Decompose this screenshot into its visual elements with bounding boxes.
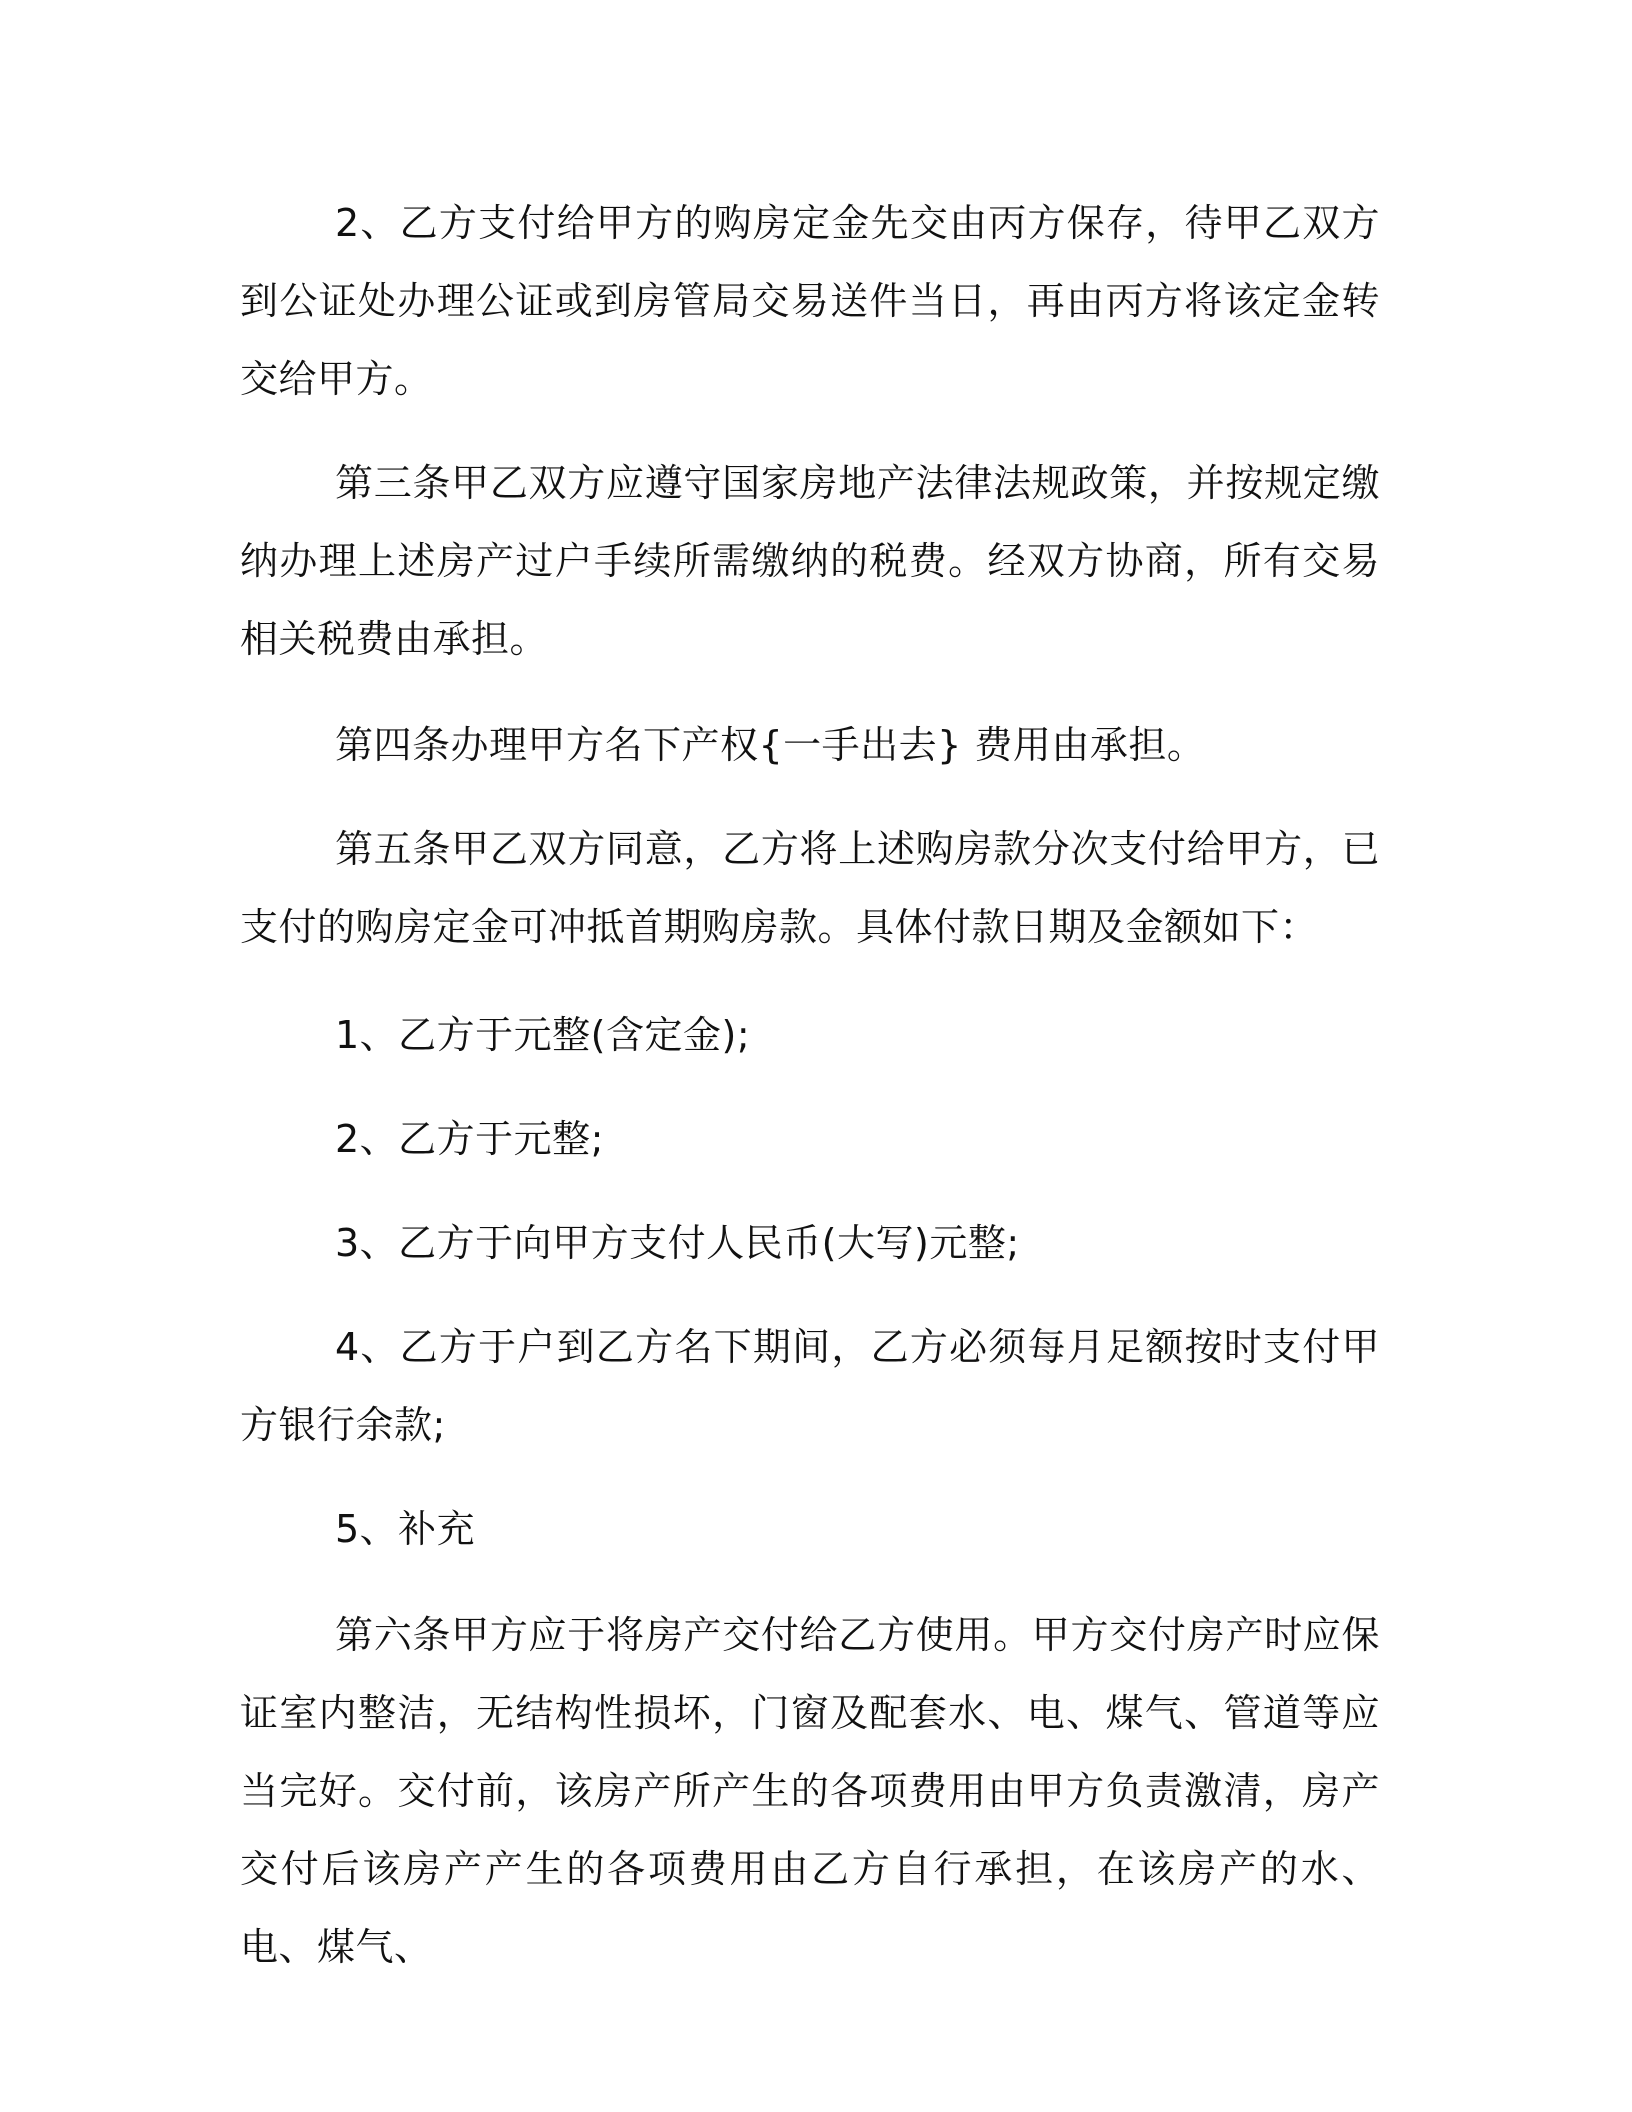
paragraph-article-5: 第五条甲乙双方同意，乙方将上述购房款分次支付给甲方，已支付的购房定金可冲抵首期购房款。具体付款日期及金额如下： bbox=[240, 827, 1380, 949]
paragraph-article-3: 第三条甲乙双方应遵守国家房地产法律法规政策，并按规定缴纳办理上述房产过户手续所需缴纳的税费。经双方协商，所有交易相关税费由承担。 bbox=[240, 461, 1380, 661]
payment-item-5: 5、补充 bbox=[335, 1507, 476, 1551]
payment-item-2: 2、乙方于元整; bbox=[335, 1117, 604, 1161]
payment-item-1: 1、乙方于元整(含定金); bbox=[335, 1013, 751, 1057]
payment-item-4: 4、乙方于户到乙方名下期间，乙方必须每月足额按时支付甲方银行余款; bbox=[240, 1325, 1380, 1447]
payment-item-3: 3、乙方于向甲方支付人民币(大写)元整; bbox=[335, 1221, 1020, 1265]
paragraph-article-6: 第六条甲方应于将房产交付给乙方使用。甲方交付房产时应保证室内整洁，无结构性损坏，门窗及配套水、电、煤气、管道等应当完好。交付前，该房产所产生的各项费用由甲方负责激清，房产交付后该房产产生的各项费用由乙方自行承担，在该房产的水、电、煤气、 bbox=[240, 1613, 1380, 1969]
paragraph-article-4: 第四条办理甲方名下产权{一手出去} 费用由承担。 bbox=[335, 723, 1206, 767]
paragraph-deposit-transfer: 2、乙方支付给甲方的购房定金先交由丙方保存，待甲乙双方到公证处办理公证或到房管局交易送件当日，再由丙方将该定金转交给甲方。 bbox=[240, 201, 1380, 401]
document-body bbox=[240, 184, 1380, 1986]
